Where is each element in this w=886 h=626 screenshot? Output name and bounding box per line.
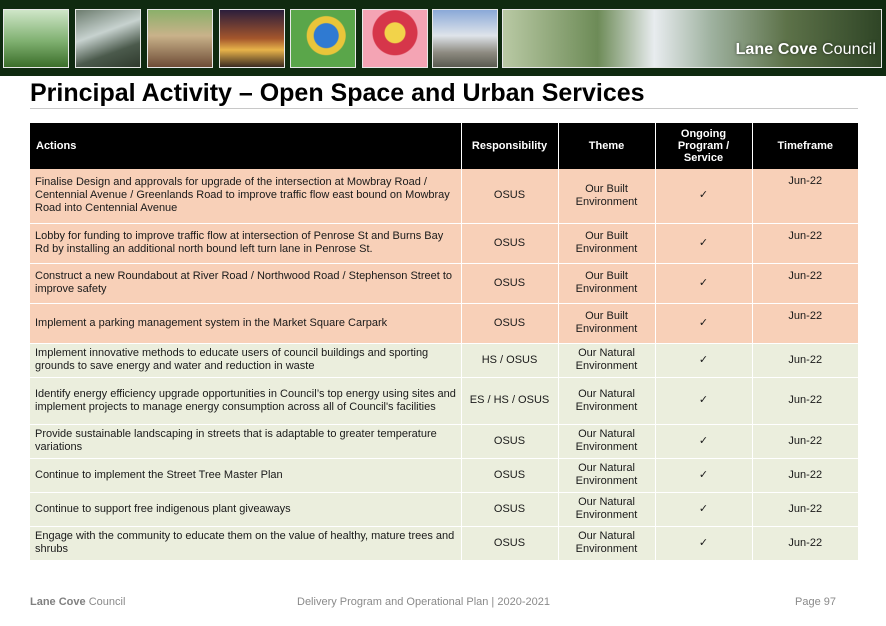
table-row — [30, 526, 858, 560]
cell-theme: Our Built Environment — [558, 263, 655, 303]
check-icon: ✓ — [655, 424, 752, 458]
check-icon: ✓ — [655, 263, 752, 303]
banner-photo-creek — [75, 9, 141, 68]
header-timeframe: Timeframe — [752, 123, 858, 169]
header-responsibility: Responsibility — [461, 123, 558, 169]
table-row — [30, 492, 858, 526]
check-icon: ✓ — [655, 303, 752, 343]
cell-responsibility: OSUS — [461, 303, 558, 343]
cell-theme: Our Built Environment — [558, 223, 655, 263]
check-icon: ✓ — [655, 492, 752, 526]
banner-photo-streetscape — [502, 9, 882, 68]
cell-responsibility: ES / HS / OSUS — [461, 377, 558, 424]
cell-responsibility: OSUS — [461, 424, 558, 458]
cell-timeframe: Jun-22 — [752, 263, 858, 303]
footer-page-number: Page 97 — [795, 596, 836, 608]
cell-action: Identify energy efficiency upgrade opportunities in Council’s top energy using sites and implement projects to manage energy consumption across all of Council's facilities — [30, 377, 461, 424]
cell-timeframe: Jun-22 — [752, 377, 858, 424]
table-row — [30, 169, 858, 223]
cell-timeframe: Jun-22 — [752, 169, 858, 223]
check-icon: ✓ — [655, 526, 752, 560]
table-row — [30, 377, 858, 424]
cell-action: Construct a new Roundabout at River Road / Northwood Road / Stephenson Street to improve safety — [30, 263, 461, 303]
table-header-row — [30, 123, 858, 169]
banner-photo-lorikeet — [290, 9, 356, 68]
table-row — [30, 424, 858, 458]
cell-theme: Our Natural Environment — [558, 526, 655, 560]
cell-timeframe: Jun-22 — [752, 303, 858, 343]
banner-photo-building — [432, 9, 498, 68]
cell-responsibility: HS / OSUS — [461, 343, 558, 377]
cell-timeframe: Jun-22 — [752, 223, 858, 263]
table-row — [30, 303, 858, 343]
cell-action: Provide sustainable landscaping in streets that is adaptable to greater temperature variations — [30, 424, 461, 458]
cell-action: Finalise Design and approvals for upgrade of the intersection at Mowbray Road / Centennial Avenue / Greenlands Road to improve traffic flow east bound on Mowbray Road into Centennial Avenue — [30, 169, 461, 223]
header-banner — [0, 0, 886, 76]
cell-theme: Our Built Environment — [558, 303, 655, 343]
check-icon: ✓ — [655, 377, 752, 424]
table-row — [30, 458, 858, 492]
cell-action: Continue to support free indigenous plant giveaways — [30, 492, 461, 526]
cell-timeframe: Jun-22 — [752, 492, 858, 526]
activities-table — [30, 123, 858, 561]
cell-theme: Our Natural Environment — [558, 424, 655, 458]
cell-theme: Our Natural Environment — [558, 458, 655, 492]
check-icon: ✓ — [655, 223, 752, 263]
banner-photo-park — [3, 9, 69, 68]
cell-action: Implement a parking management system in the Market Square Carpark — [30, 303, 461, 343]
cell-action: Implement innovative methods to educate users of council buildings and sporting grounds to save energy and water and reduction in waste — [30, 343, 461, 377]
cell-responsibility: OSUS — [461, 263, 558, 303]
cell-responsibility: OSUS — [461, 458, 558, 492]
cell-theme: Our Natural Environment — [558, 492, 655, 526]
banner-photo-children — [147, 9, 213, 68]
title-divider — [30, 108, 858, 109]
check-icon: ✓ — [655, 458, 752, 492]
cell-responsibility: OSUS — [461, 492, 558, 526]
header-theme: Theme — [558, 123, 655, 169]
cell-action: Continue to implement the Street Tree Master Plan — [30, 458, 461, 492]
cell-timeframe: Jun-22 — [752, 526, 858, 560]
cell-theme: Our Built Environment — [558, 169, 655, 223]
cell-timeframe: Jun-22 — [752, 458, 858, 492]
header-ongoing: Ongoing Program / Service — [655, 123, 752, 169]
check-icon: ✓ — [655, 343, 752, 377]
header-actions: Actions — [30, 123, 461, 169]
cell-responsibility: OSUS — [461, 169, 558, 223]
cell-theme: Our Natural Environment — [558, 377, 655, 424]
banner-photo-dancer — [362, 9, 428, 68]
cell-timeframe: Jun-22 — [752, 424, 858, 458]
cell-responsibility: OSUS — [461, 526, 558, 560]
footer-document-title: Delivery Program and Operational Plan | 2020-2021 — [297, 596, 550, 608]
page-title: Principal Activity – Open Space and Urban Services — [30, 79, 645, 107]
table-row — [30, 223, 858, 263]
footer-council-name: Lane Cove Council — [30, 596, 126, 608]
cell-responsibility: OSUS — [461, 223, 558, 263]
table-row — [30, 263, 858, 303]
check-icon: ✓ — [655, 169, 752, 223]
cell-theme: Our Natural Environment — [558, 343, 655, 377]
cell-action: Lobby for funding to improve traffic flow at intersection of Penrose St and Burns Bay Rd by installing an additional north bound left turn lane in Penrose St. — [30, 223, 461, 263]
cell-timeframe: Jun-22 — [752, 343, 858, 377]
table-row — [30, 343, 858, 377]
banner-photo-street-night — [219, 9, 285, 68]
cell-action: Engage with the community to educate them on the value of healthy, mature trees and shrubs — [30, 526, 461, 560]
council-logo: Lane Cove Council — [735, 41, 876, 58]
